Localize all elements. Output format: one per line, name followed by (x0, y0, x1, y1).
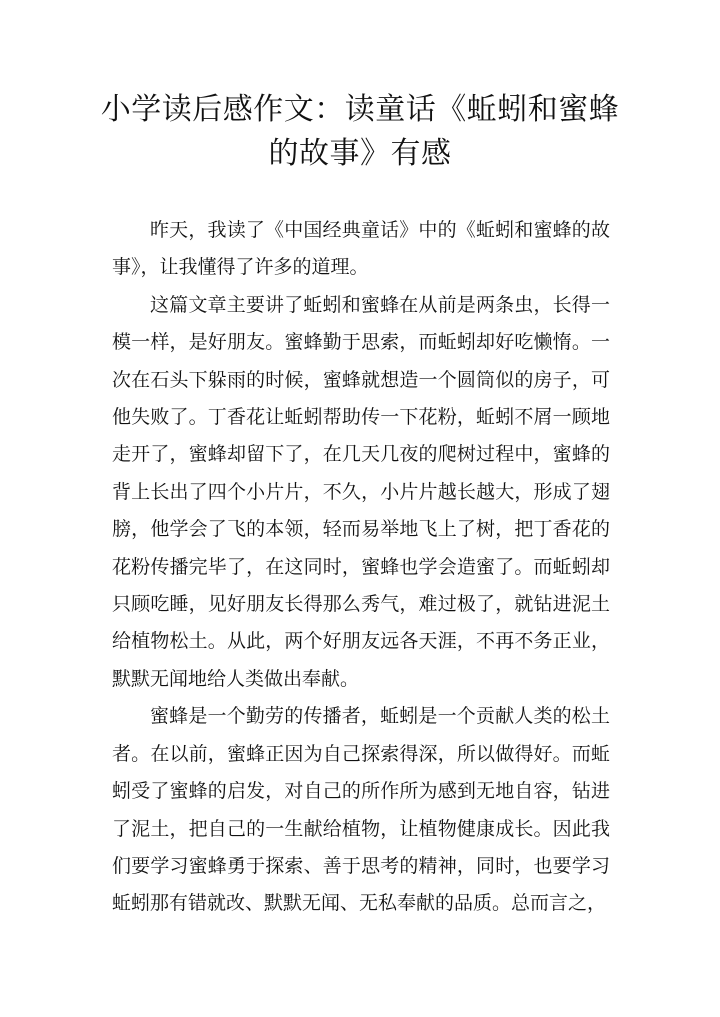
title-line-2: 的故事》有感 (268, 136, 452, 171)
paragraph-1: 昨天，我读了《中国经典童话》中的《蚯蚓和蜜蜂的故事》，让我懂得了许多的道理。 (112, 219, 610, 279)
document-body (112, 212, 610, 923)
document-title (100, 88, 620, 176)
paragraph-3: 蜜蜂是一个勤劳的传播者，蚯蚓是一个贡献人类的松土者。在以前，蜜蜂正因为自己探索得深，所以做得好。而蚯蚓受了蜜蜂的启发，对自己的所作所为感到无地自容，钻进了泥土，把自己的一生献给植物，让植物健康成长。因此我们要学习蜜蜂勇于探索、善于思考的精神，同时，也要学习蚯蚓那有错就改、默默无闻、无私奉献的品质。总而言之， (112, 705, 610, 915)
title-line-1: 小学读后感作文：读童话《蚯蚓和蜜蜂 (100, 92, 620, 127)
paragraph-2: 这篇文章主要讲了蚯蚓和蜜蜂在从前是两条虫，长得一模一样，是好朋友。蜜蜂勤于思索，而蚯蚓却好吃懒惰。一次在石头下躲雨的时候，蜜蜂就想造一个圆筒似的房子，可他失败了。丁香花让蚯蚓帮助传一下花粉，蚯蚓不屑一顾地走开了，蜜蜂却留下了，在几天几夜的爬树过程中，蜜蜂的背上长出了四个小片片，不久，小片片越长越大，形成了翅膀，他学会了飞的本领，轻而易举地飞上了树，把丁香花的花粉传播完毕了，在这同时，蜜蜂也学会造蜜了。而蚯蚓却只顾吃睡，见好朋友长得那么秀气，难过极了，就钻进泥土给植物松土。从此，两个好朋友远各天涯，不再不务正业，默默无闻地给人类做出奉献。 (112, 293, 610, 690)
